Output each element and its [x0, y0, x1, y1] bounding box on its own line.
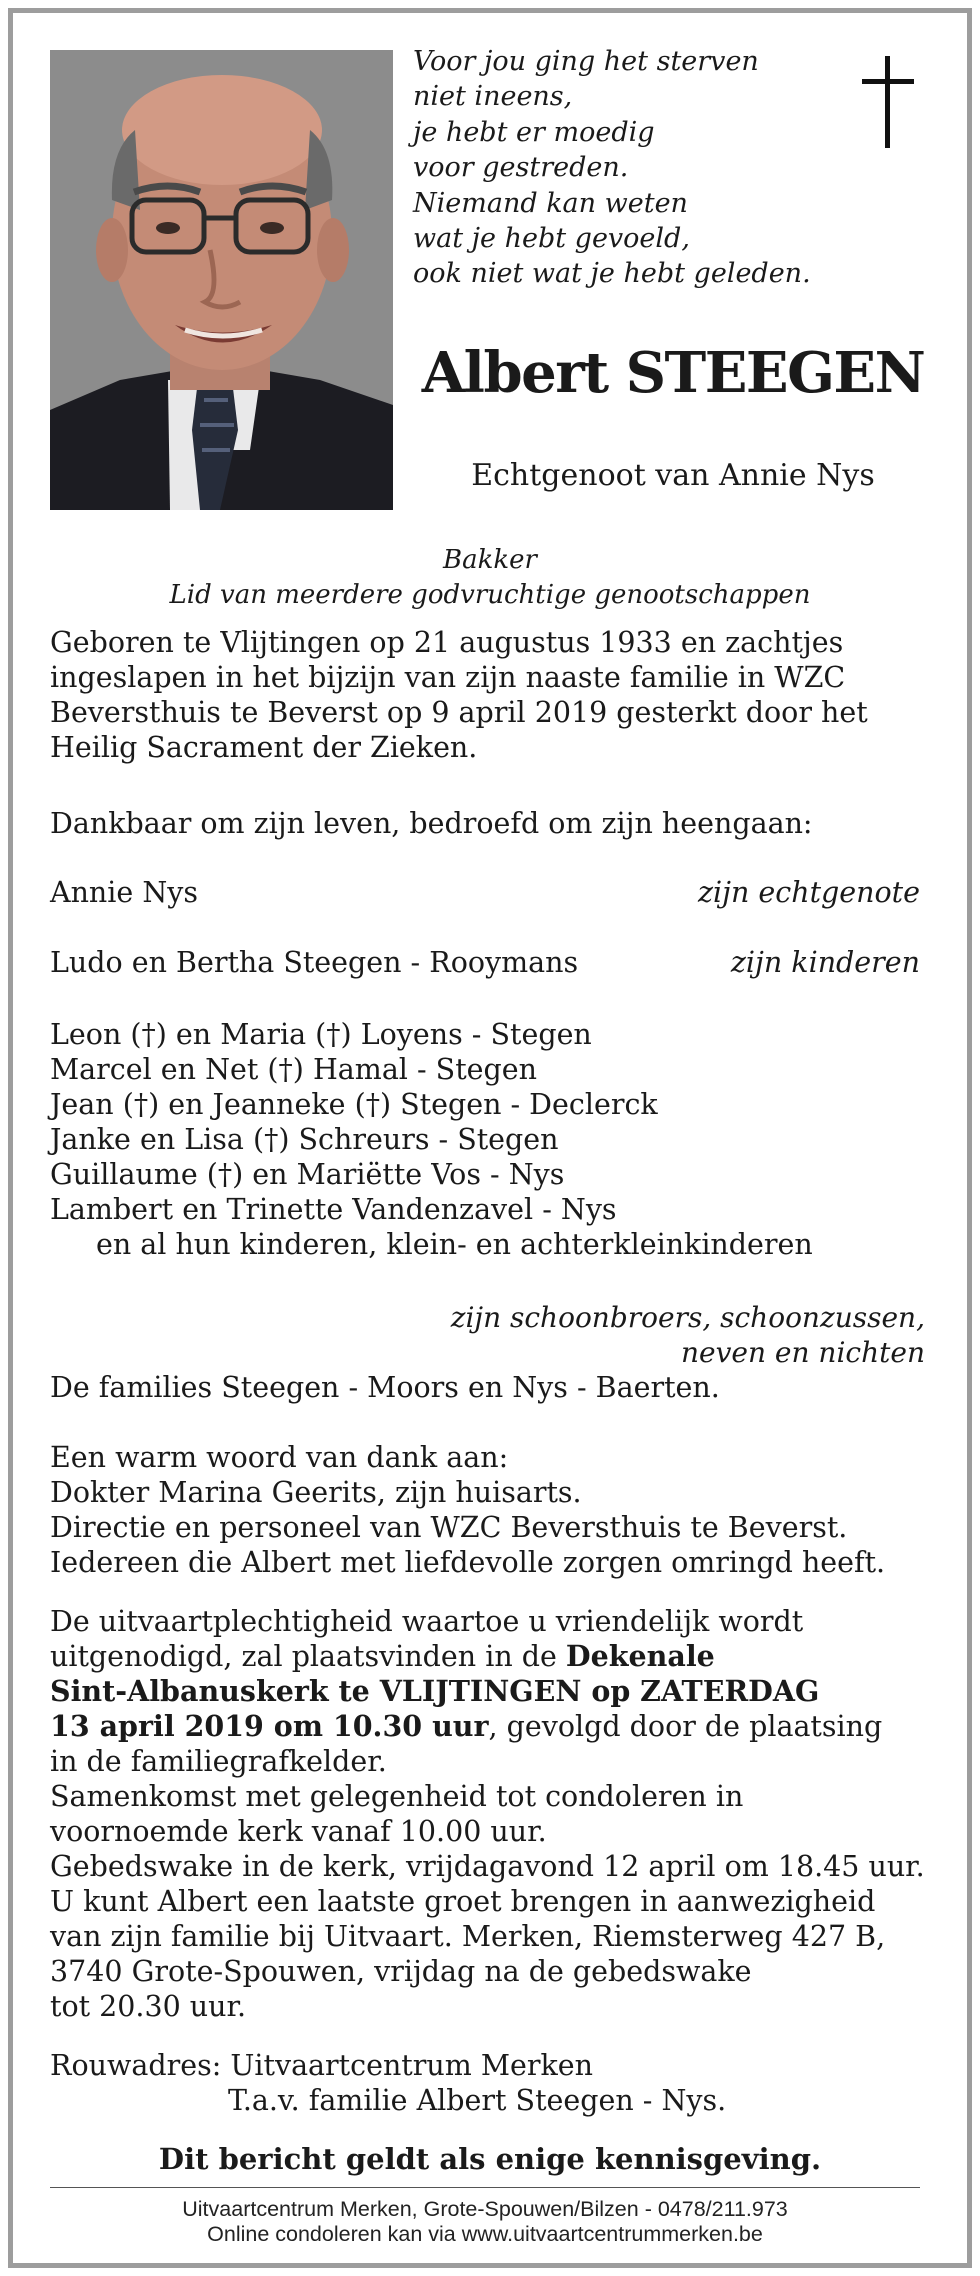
poem-line: Niemand kan weten — [413, 187, 688, 219]
paragraph-line: Beversthuis te Beverst op 9 april 2019 gesterkt door het — [50, 696, 868, 729]
paragraph-line: Geboren te Vlijtingen op 21 augustus 1933 en zachtjes — [50, 626, 844, 659]
final-notice: Dit bericht geldt als enige kennisgeving. — [158, 2142, 822, 2176]
poem-line: je hebt er moedig — [413, 116, 655, 148]
list-item: Leon (†) en Maria (†) Loyens - Stegen — [50, 1018, 592, 1051]
list-item: Jean (†) en Jeanneke (†) Stegen - Declerck — [50, 1088, 658, 1121]
poem-line: niet ineens, — [413, 81, 573, 113]
cross-icon — [858, 52, 918, 152]
thanks-intro — [50, 806, 930, 841]
family-role: zijn echtgenote — [698, 876, 920, 909]
funeral-paragraph — [50, 1604, 930, 2024]
text-plain: uitgenodigd, zal plaatsvinden in de — [50, 1640, 566, 1673]
list-item: Janke en Lisa (†) Schreurs - Stegen — [50, 1123, 559, 1156]
portrait-photo — [50, 50, 393, 510]
paragraph-line: in de familiegrafkelder. — [50, 1745, 387, 1778]
paragraph-line: voornoemde kerk vanaf 10.00 uur. — [50, 1815, 547, 1848]
families-line — [50, 1370, 930, 1405]
paragraph-line: Een warm woord van dank aan: — [50, 1441, 509, 1474]
paragraph-line: Dokter Marina Geerits, zijn huisarts. — [50, 1476, 582, 1509]
birth-paragraph — [50, 625, 930, 765]
portrait-illustration — [50, 50, 393, 510]
paragraph-line: Heilig Sacrament der Zieken. — [50, 731, 478, 764]
paragraph-line — [50, 1709, 930, 1744]
role-line: neven en nichten — [681, 1336, 925, 1369]
paragraph-line: U kunt Albert een laatste groet brengen in aanwezigheid — [50, 1885, 876, 1918]
role-line: zijn schoonbroers, schoonzussen, — [450, 1301, 925, 1334]
paragraph-line: ingeslapen in het bijzijn van zijn naaste familie in WZC — [50, 661, 846, 694]
family-name: Annie Nys — [50, 876, 198, 909]
text-bold: 13 april 2019 om 10.30 uur — [50, 1709, 489, 1743]
address-line: Rouwadres: Uitvaartcentrum Merken — [50, 2049, 593, 2082]
family-name: Ludo en Bertha Steegen - Rooymans — [50, 946, 579, 979]
list-item: Guillaume (†) en Mariëtte Vos - Nys — [50, 1158, 565, 1191]
paragraph-line: tot 20.30 uur. — [50, 1990, 247, 2023]
paragraph-line: Directie en personeel van WZC Beversthuis te Beverst. — [50, 1511, 848, 1544]
in-laws-role — [50, 1300, 925, 1370]
footer-line: Uitvaartcentrum Merken, Grote-Spouwen/Bilzen - 0478/211.973 — [182, 2197, 788, 2221]
paragraph-line: Gebedswake in de kerk, vrijdagavond 12 april om 18.45 uur. — [50, 1850, 925, 1883]
profession: Bakker — [443, 545, 537, 575]
footer — [50, 2197, 920, 2247]
paragraph-line: 3740 Grote-Spouwen, vrijdag na de gebedswake — [50, 1955, 752, 1988]
paragraph-line: De uitvaartplechtigheid waartoe u vriendelijk wordt — [50, 1605, 804, 1638]
in-laws-list — [50, 1017, 930, 1262]
deceased-name: Albert STEEGEN — [421, 340, 925, 406]
mourning-address — [50, 2048, 930, 2118]
text-plain: , gevolgd door de plaatsing — [488, 1710, 883, 1743]
poem — [413, 44, 811, 292]
list-item: Marcel en Net (†) Hamal - Stegen — [50, 1053, 537, 1086]
poem-line: wat je hebt gevoeld, — [413, 223, 690, 255]
footer-line: Online condoleren kan via www.uitvaartcentrummerken.be — [207, 2222, 763, 2246]
paragraph-line: van zijn familie bij Uitvaart. Merken, Riemsterweg 427 B, — [50, 1920, 886, 1953]
text-bold: Dekenale — [565, 1639, 715, 1673]
footer-divider — [50, 2187, 920, 2188]
address-line: T.a.v. familie Albert Steegen - Nys. — [228, 2084, 727, 2117]
families-text: De families Steegen - Moors en Nys - Baerten. — [50, 1371, 720, 1404]
thanks-intro-text: Dankbaar om zijn leven, bedroefd om zijn heengaan: — [50, 807, 813, 840]
spouse-line: Echtgenoot van Annie Nys — [471, 458, 875, 493]
paragraph-line — [50, 1639, 930, 1674]
family-role: zijn kinderen — [730, 946, 920, 979]
poem-line: voor gestreden. — [413, 152, 629, 184]
poem-line: ook niet wat je hebt geleden. — [413, 258, 811, 290]
text-bold: Sint-Albanuskerk te VLIJTINGEN op ZATERDAG — [50, 1674, 820, 1708]
membership: Lid van meerdere godvruchtige genootschappen — [169, 580, 811, 610]
gratitude-paragraph — [50, 1440, 930, 1580]
poem-line: Voor jou ging het sterven — [413, 46, 759, 77]
descendants-line: en al hun kinderen, klein- en achterkleinkinderen — [96, 1228, 813, 1261]
paragraph-line — [50, 1674, 930, 1709]
list-item: Lambert en Trinette Vandenzavel - Nys — [50, 1193, 617, 1226]
paragraph-line: Samenkomst met gelegenheid tot condoleren in — [50, 1780, 744, 1813]
paragraph-line: Iedereen die Albert met liefdevolle zorgen omringd heeft. — [50, 1546, 886, 1579]
